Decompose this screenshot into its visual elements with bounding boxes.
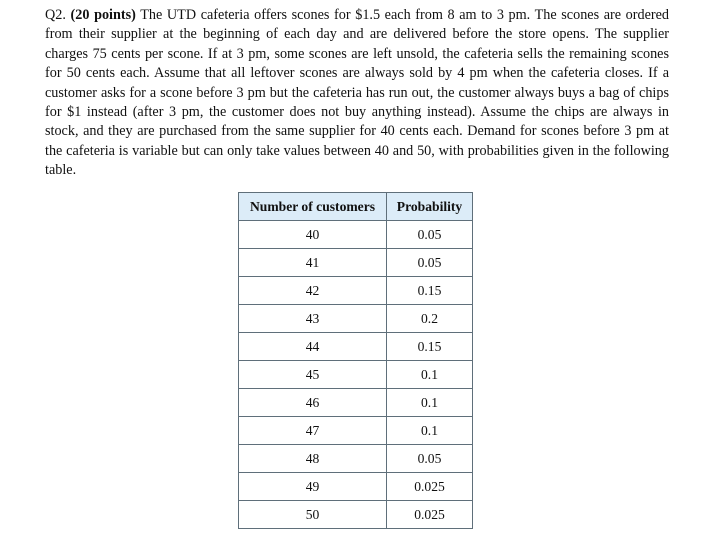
customers-cell: 49 xyxy=(239,473,387,501)
table-row xyxy=(239,221,473,249)
customers-cell: 40 xyxy=(239,221,387,249)
table-row xyxy=(239,445,473,473)
table-row xyxy=(239,333,473,361)
probability-cell: 0.15 xyxy=(387,277,473,305)
table-row xyxy=(239,361,473,389)
table-row xyxy=(239,277,473,305)
customers-cell: 48 xyxy=(239,445,387,473)
customers-cell: 50 xyxy=(239,501,387,529)
probability-cell: 0.025 xyxy=(387,473,473,501)
probability-table xyxy=(238,192,473,529)
question-label: Q2. xyxy=(45,7,66,23)
customers-cell: 43 xyxy=(239,305,387,333)
probability-cell: 0.15 xyxy=(387,333,473,361)
table-row xyxy=(239,473,473,501)
customers-cell: 42 xyxy=(239,277,387,305)
customers-cell: 47 xyxy=(239,417,387,445)
question-paragraph xyxy=(45,6,669,181)
header-probability: Probability xyxy=(387,193,473,221)
probability-table-container xyxy=(238,192,473,529)
probability-cell: 0.025 xyxy=(387,501,473,529)
probability-cell: 0.1 xyxy=(387,361,473,389)
table-row xyxy=(239,249,473,277)
table-row xyxy=(239,389,473,417)
customers-cell: 46 xyxy=(239,389,387,417)
customers-cell: 45 xyxy=(239,361,387,389)
table-row xyxy=(239,417,473,445)
probability-cell: 0.1 xyxy=(387,417,473,445)
probability-cell: 0.2 xyxy=(387,305,473,333)
table-row xyxy=(239,501,473,529)
probability-cell: 0.1 xyxy=(387,389,473,417)
table-row xyxy=(239,305,473,333)
header-number-of-customers: Number of customers xyxy=(239,193,387,221)
question-points: (20 points) xyxy=(70,7,136,23)
question-text: The UTD cafeteria offers scones for $1.5 each from 8 am to 3 pm. The scones are ordered from their supplier at the beginning of each day and are delivered before the store opens. The supplier charges 75 cents per scone. If at 3 pm, some scones are left unsold, the cafeteria sells the remaining scones for 50 cents each. Assume that all leftover scones are always sold by 4 pm when the cafeteria closes. If a customer asks for a scone before 3 pm but the cafeteria has run out, the customer always buys a bag of chips for $1 instead (after 3 pm, the customer does not buy anything instead). Assume the chips are always in stock, and they are purchased from the same supplier for 40 cents each. Demand for scones before 3 pm at the cafeteria is variable but can only take values between 40 and 50, with probabilities given in the following table. xyxy=(45,7,670,179)
customers-cell: 44 xyxy=(239,333,387,361)
customers-cell: 41 xyxy=(239,249,387,277)
probability-cell: 0.05 xyxy=(387,221,473,249)
probability-cell: 0.05 xyxy=(387,249,473,277)
table-header-row xyxy=(239,193,473,221)
probability-cell: 0.05 xyxy=(387,445,473,473)
